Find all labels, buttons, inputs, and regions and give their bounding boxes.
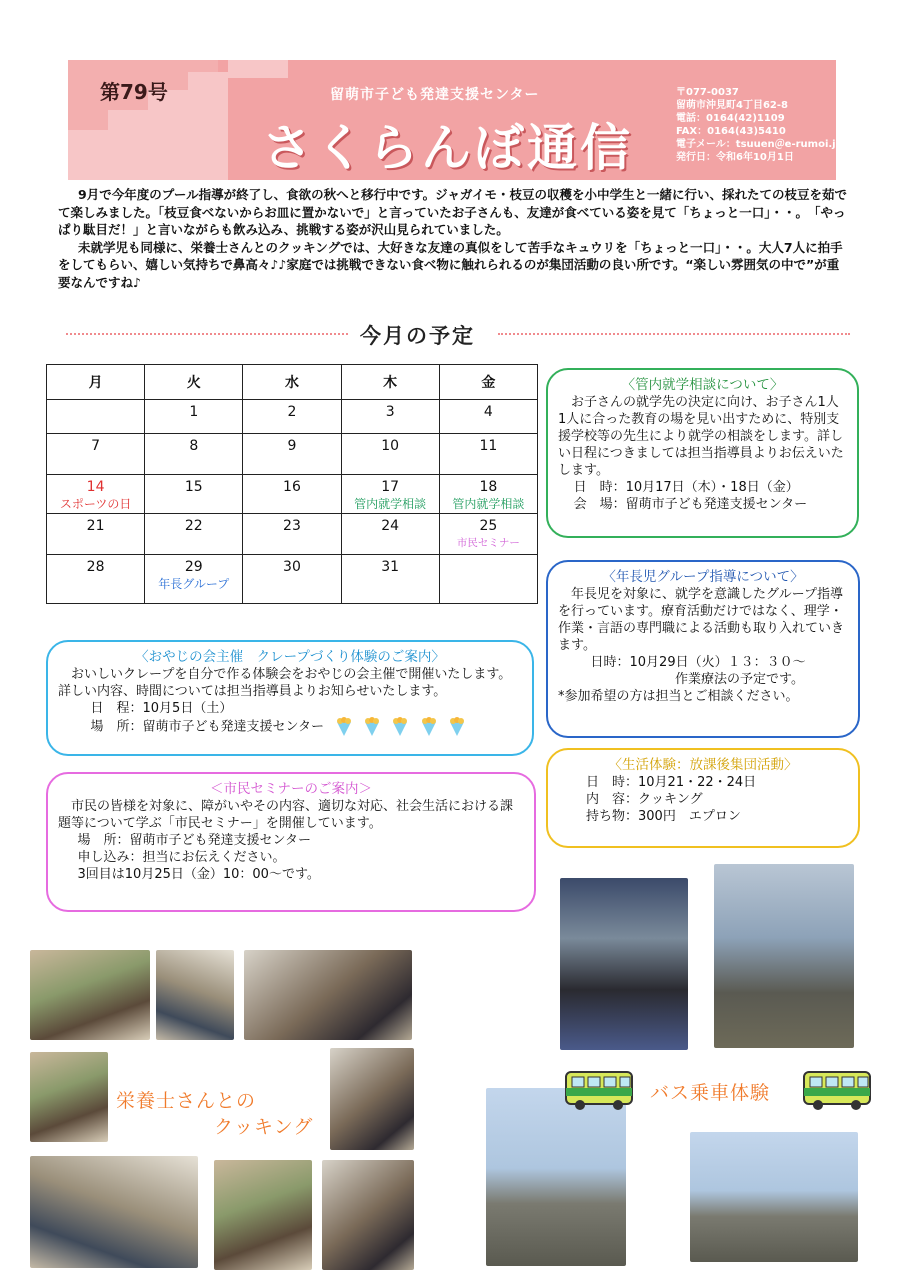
contact-postal: 〒077-0037 [676,87,739,98]
box-content [548,394,857,513]
box-title: ＜市民セミナーのご案内＞ [210,781,372,797]
crepe-icon [421,717,437,737]
contact-address: 留萌市沖見町4丁目62-8 [676,100,788,111]
day-number: 31 [381,558,400,575]
info-box-nencho [546,560,860,738]
calendar-day [243,554,341,603]
contact-info [676,86,843,164]
info-box-seikatsu [546,748,860,848]
calendar-day [243,513,341,554]
calendar-day [439,513,537,554]
day-number: 23 [283,517,301,534]
issue-number: 第79号 [100,80,168,104]
day-number: 21 [86,517,105,534]
box-title: 〈生活体験：放課後集団活動〉 [608,757,798,773]
day-number: 8 [189,437,199,454]
info-box-oyaji [46,640,534,756]
event-jugaku: 管内就学相談 [354,496,427,511]
calendar-day [341,399,439,433]
day-number: 2 [287,403,297,420]
box-apply: 申し込み：担当にお伝えください。 [77,850,286,865]
calendar-day [243,433,341,474]
newsletter-title: さくらんぼ通信 [262,119,633,177]
day-number: 25 [479,517,498,534]
day-number: 28 [86,558,105,575]
calendar-day [341,513,439,554]
photo-cooking [330,1048,414,1150]
intro-paragraph: 未就学児も同様に、栄養士さんとのクッキングでは、大好きな友達の真似をして苦手なキュウリを「ちょっと一口」・・。大人7人に拍手をしてもらい、嬉しい気持ちで鼻高々♪♪家庭では挑戦できない食べ物に触れられるのが集団活動の良い所です。“楽しい雰囲気の中で”が重要なんですね♪ [58,239,843,290]
photo-bus-stop [714,864,854,1048]
event-holiday: スポーツの日 [59,496,132,511]
calendar-table [46,364,538,604]
schedule-title: 今月の予定 [360,324,475,348]
day-number: 7 [91,437,101,454]
box-body: 年長児を対象に、就学を意識したグループ指導を行っています。療育活動だけではなく、理学・作業・言語の専門職による活動も取り入れていきます。 [558,587,845,653]
bus-icon [802,1068,874,1112]
box-title: 〈管内就学相談について〉 [621,377,784,393]
calendar-day [145,433,243,474]
photo-cooking [30,1156,198,1268]
weekday-thu: 木 [341,365,439,400]
crepe-icon [392,717,408,737]
calendar-day [341,554,439,603]
day-number: 15 [184,478,203,495]
day-number: 11 [479,437,498,454]
day-number-holiday: 14 [86,478,105,495]
event-nencho: 年長グループ [158,576,230,591]
event-seminar: 市民セミナー [456,536,520,549]
calendar-day [341,474,439,513]
crepe-icon [364,717,380,737]
cooking-caption-2: クッキング [214,1116,314,1138]
calendar-week [47,399,538,433]
calendar-day [47,474,145,513]
photo-cooking [30,1052,108,1142]
box-date: 日 程：10月5日（土） [90,701,233,716]
info-box-jugaku [546,368,859,538]
photo-cooking [156,950,234,1040]
calendar-day [145,474,243,513]
info-box-seminar [46,772,536,912]
box-title: 〈おやじの会主催 クレープづくり体験のご案内〉 [135,649,445,665]
photo-walking [486,1088,626,1266]
box-date: 日 時：10月21・22・24日 [586,775,757,790]
calendar-day [243,399,341,433]
calendar-day [145,399,243,433]
calendar-day [243,474,341,513]
box-date: 日時：10月29日（火）１３：３０～ [590,655,806,670]
photo-street [690,1132,858,1262]
box-place: 会 場：留萌市子ども発達支援センター [573,497,808,512]
calendar-day [439,474,537,513]
box-body: 市民の皆様を対象に、障がいやその内容、適切な対応、社会生活における課題等について学ぶ「市民セミナー」を開催しています。 [58,799,514,831]
weekday-wed: 水 [243,365,341,400]
calendar-week [47,474,538,513]
bus-icon [564,1068,636,1112]
intro-text [58,186,848,291]
box-content [48,798,534,883]
photo-bus-interior [560,878,688,1050]
box-title: 〈年長児グループ指導について〉 [602,569,804,585]
box-body: お子さんの就学先の決定に向け、お子さん1人1人に合った教育の場を見い出すために、特別支援学校等の先生により就学の相談をします。詳しい日程につきましては担当指導員よりお伝えいたします。 [558,395,844,478]
day-number: 9 [287,437,297,454]
box-place: 場 所：留萌市子ども発達支援センター [90,719,324,735]
calendar-day [47,513,145,554]
calendar-day [439,399,537,433]
intro-paragraph: 9月で今年度のプール指導が終了し、食欲の秋へと移行中です。ジャガイモ・枝豆の収穫を小中学生と一緒に行い、採れたての枝豆を茹でて楽しみました。「枝豆食べないからお皿に置かないで」と言っていたお子さんも、友達が食べている姿を見て「ちょっと一口」・・。 「やっぱり駄目だ！」と言いながらも飲み込み、挑戦する姿が沢山見られていました。 [58,187,847,237]
crepe-icon [449,717,465,737]
weekday-tue: 火 [145,365,243,400]
box-third-session: 3回目は10月25日（金）10：00～です。 [77,867,320,882]
day-number: 24 [381,517,400,534]
day-number: 29 [184,558,203,575]
box-content [548,586,858,705]
photo-cooking [30,950,150,1040]
day-number: 16 [283,478,301,495]
weekday-fri: 金 [439,365,537,400]
day-number: 10 [381,437,400,454]
box-body: おいしいクレープを自分で作る体験会をおやじの会主催で開催いたします。詳しい内容、時間については担当指導員よりお知らせいたします。 [58,667,512,699]
event-jugaku: 管内就学相談 [452,496,525,511]
calendar-header-row [47,365,538,400]
contact-phone: 電話：0164(42)1109 [676,113,785,124]
calendar-day [145,554,243,603]
day-number: 1 [189,403,199,420]
photo-cooking [214,1160,312,1270]
day-number: 18 [479,478,498,495]
divider-left [66,333,348,335]
divider-right [498,333,850,335]
day-number: 4 [483,403,493,420]
bus-caption: バス乗車体験 [650,1082,771,1104]
calendar-day [47,433,145,474]
calendar-day [341,433,439,474]
contact-email: 電子メール：tsuuen＠e-rumoi.jp [676,139,843,150]
calendar-week [47,433,538,474]
box-date-note: 作業療法の予定です。 [675,672,804,687]
crepe-icon [336,717,352,737]
box-place-row [58,717,522,737]
photo-cooking [244,950,412,1040]
calendar-day [145,513,243,554]
calendar-day [47,554,145,603]
box-content [48,666,532,737]
box-place: 場 所：留萌市子ども発達支援センター [77,833,311,848]
contact-issue-date: 発行日：令和6年10月1日 [676,152,794,163]
day-number: 3 [385,403,395,420]
box-content [548,774,858,825]
day-number: 17 [381,478,400,495]
calendar-week [47,513,538,554]
day-number: 22 [184,517,203,534]
calendar-day [439,554,537,603]
contact-fax: FAX：0164(43)5410 [676,126,786,137]
cooking-caption-1: 栄養士さんとの [116,1090,257,1112]
day-number: 30 [283,558,301,575]
calendar-day [47,399,145,433]
organization-name: 留萌市子ども発達支援センター [330,87,540,103]
weekday-mon: 月 [47,365,145,400]
box-date: 日 時：10月17日（木）・18日（金） [573,480,799,495]
box-contents: 内 容：クッキング [586,792,703,807]
calendar-day [439,433,537,474]
photo-cooking [322,1160,414,1270]
calendar-week [47,554,538,603]
box-items: 持ち物：300円 エプロン [586,809,741,824]
box-note: *参加希望の方は担当とご相談ください。 [558,689,799,704]
